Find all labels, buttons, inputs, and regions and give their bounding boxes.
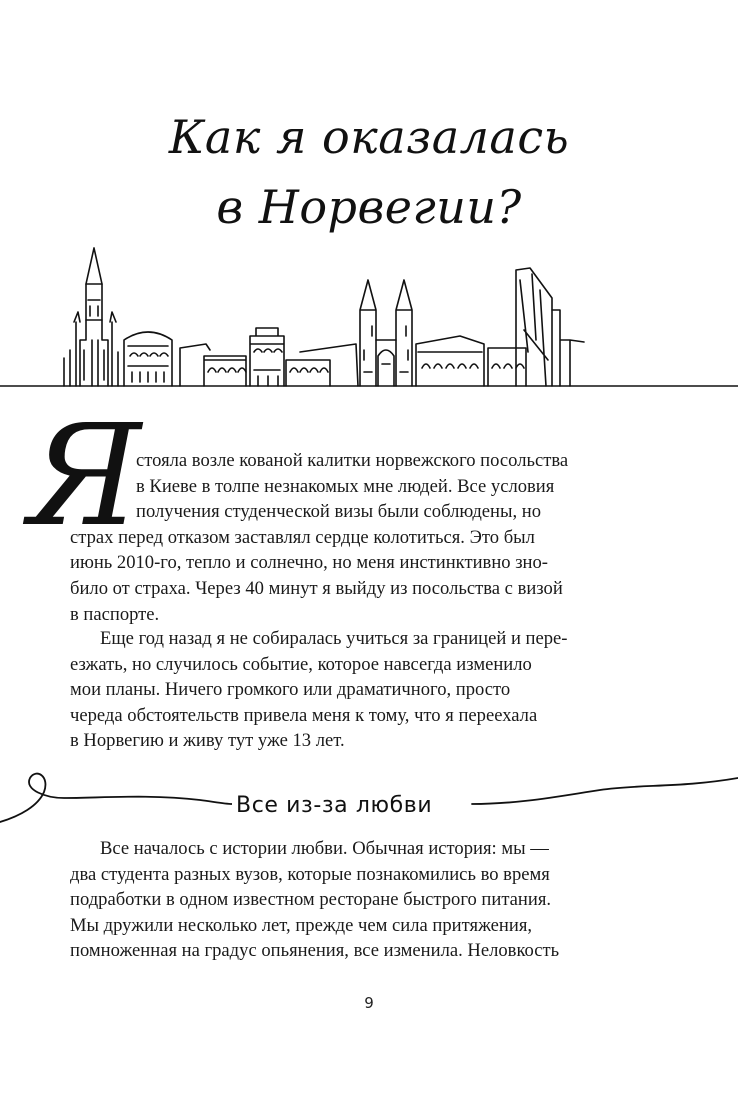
drop-cap: Я — [28, 395, 142, 558]
paragraph-line: июнь 2010-го, тепло и солнечно, но меня инстинктивно зно- — [70, 552, 548, 574]
second-paragraph — [70, 626, 626, 754]
paragraph-line: било от страха. Через 40 минут я выйду из посольства с визой — [70, 577, 563, 599]
chapter-title-line-1: Как я оказалась — [168, 110, 570, 164]
intro-paragraph — [70, 448, 626, 627]
paragraph-line: получения студенческой визы были соблюдены, но — [136, 501, 542, 523]
paragraph-line: в Норвегию и живу тут уже 13 лет. — [70, 730, 345, 752]
paragraph-line: Все началось с истории любви. Обычная история: мы — — [100, 838, 549, 859]
third-paragraph — [70, 836, 626, 964]
paragraph-line: два студента разных вузов, которые познакомились во время — [70, 863, 550, 885]
paragraph-line: Еще год назад я не собиралась учиться за границей и пере- — [100, 628, 568, 649]
paragraph-line: езжать, но случилось событие, которое навсегда изменило — [70, 653, 532, 675]
paragraph-line: в паспорте. — [70, 603, 160, 625]
paragraph-line: мои планы. Ничего громкого или драматичного, просто — [70, 679, 511, 701]
paragraph-line: Мы дружили несколько лет, прежде чем сила притяжения, — [70, 914, 533, 936]
paragraph-line: подработки в одном известном ресторане быстрого питания. — [70, 889, 552, 911]
chapter-title-line-2: в Норвегии? — [216, 180, 522, 234]
paragraph-line: помноженная на градус опьянения, все изменила. Неловкость — [70, 940, 560, 962]
paragraph-line: страх перед отказом заставлял сердце колотиться. Это был — [70, 526, 535, 548]
paragraph-line: череда обстоятельств привела меня к тому, что я переехала — [70, 704, 538, 726]
city-skyline-illustration — [0, 240, 738, 390]
paragraph-line: в Киеве в толпе незнакомых мне людей. Все условия — [136, 475, 555, 497]
page-number: 9 — [364, 994, 374, 1012]
section-heading: Все из-за любви — [232, 790, 436, 822]
paragraph-line: стояла возле кованой калитки норвежского посольства — [136, 450, 569, 471]
